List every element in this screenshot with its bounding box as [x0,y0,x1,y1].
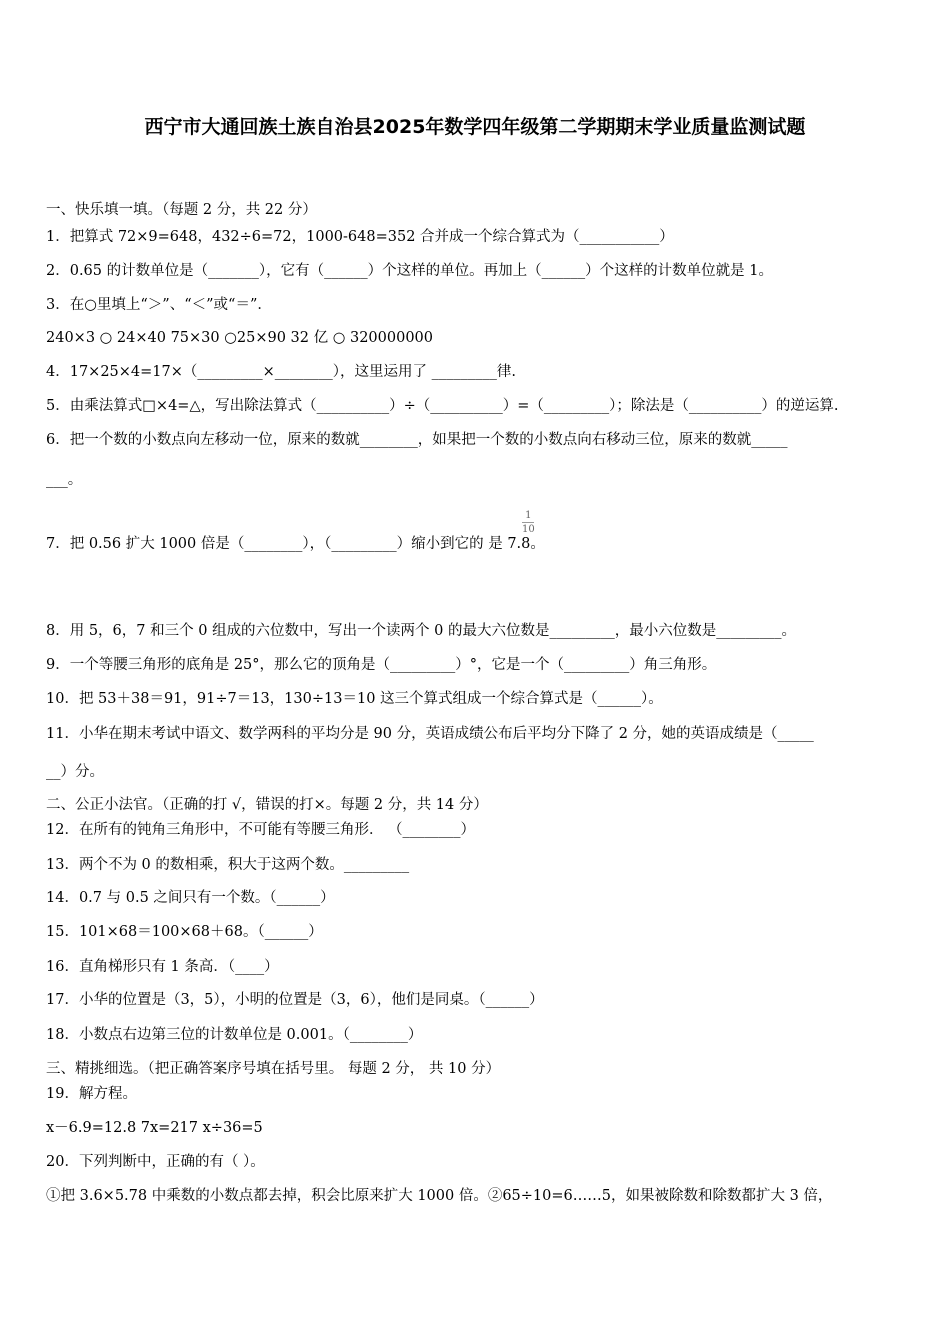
question-3: 3．在○里填上“＞”、“＜”或“＝”． [46,297,272,313]
question-3-items: 240×3 ○ 24×40 75×30 ○25×90 32 亿 ○ 320000000 [46,330,434,346]
question-14: 14．0.7 与 0.5 之间只有一个数。（______） [46,890,335,906]
section-3-heading: 三、精挑细选。（把正确答案序号填在括号里。 每题 2 分， 共 10 分） [46,1061,501,1077]
question-6-cont: ___。 [46,472,83,488]
fraction-numerator: 1 [525,510,532,521]
question-13: 13．两个不为 0 的数相乘，积大于这两个数。_________ [46,857,410,873]
question-10: 10．把 53＋38＝91，91÷7＝13，130÷13＝10 这三个算式组成一个综合算式是（______）。 [46,691,663,707]
question-2: 2．0.65 的计数单位是（_______），它有（______）个这样的单位。再加上（______）个这样的计数单位就是 1。 [46,263,773,279]
question-7: 7．把 0.56 扩大 1000 倍是（________），（_________）缩小到它的 是 7.8。 [46,536,545,552]
question-18: 18．小数点右边第三位的计数单位是 0.001。（________） [46,1027,423,1043]
page-title: 西宁市大通回族土族自治县2025年数学四年级第二学期期末学业质量监测试题 [144,116,806,138]
question-19-equations: x－6.9=12.8 7x=217 x÷36=5 [46,1120,263,1136]
question-19: 19．解方程。 [46,1086,137,1102]
question-17: 17．小华的位置是（3，5），小明的位置是（3，6），他们是同桌。（______） [46,992,544,1008]
question-20: 20．下列判断中，正确的有（ ）。 [46,1154,265,1170]
fraction-denominator: 10 [522,524,535,535]
question-16: 16．直角梯形只有 1 条高．（____） [46,959,279,975]
section-2-heading: 二、公正小法官。（正确的打 √，错误的打×。每题 2 分，共 14 分） [46,797,488,813]
question-6: 6．把一个数的小数点向左移动一位，原来的数就________，如果把一个数的小数点向右移动三位，原来的数就_____ [46,432,788,448]
question-11-cont: __）分。 [46,764,104,780]
question-1: 1．把算式 72×9=648，432÷6=72，1000-648=352 合并成一个综合算式为（___________） [46,229,674,245]
question-4: 4．17×25×4=17×（_________×________），这里运用了 _________律. [46,364,517,380]
fraction-one-tenth [522,510,535,535]
question-15: 15．101×68＝100×68＋68。（______） [46,924,323,940]
question-9: 9．一个等腰三角形的底角是 25°，那么它的顶角是（_________）°，它是一个（_________）角三角形。 [46,657,717,673]
question-20-statements: ①把 3.6×5.78 中乘数的小数点都去掉，积会比原来扩大 1000 倍。②65÷10=6……5，如果被除数和除数都扩大 3 倍， [46,1188,833,1204]
question-11: 11．小华在期末考试中语文、数学两科的平均分是 90 分，英语成绩公布后平均分下降了 2 分，她的英语成绩是（_____ [46,726,814,742]
section-1-heading: 一、快乐填一填。（每题 2 分，共 22 分） [46,202,317,218]
question-5: 5．由乘法算式□×4=△，写出除法算式（__________）÷（__________）=（_________）；除法是（__________）的逆运算. [46,398,839,414]
question-8: 8．用 5，6，7 和三个 0 组成的六位数中，写出一个读两个 0 的最大六位数是_________，最小六位数是_________。 [46,623,797,639]
question-12: 12．在所有的钝角三角形中，不可能有等腰三角形． （________） [46,822,476,838]
